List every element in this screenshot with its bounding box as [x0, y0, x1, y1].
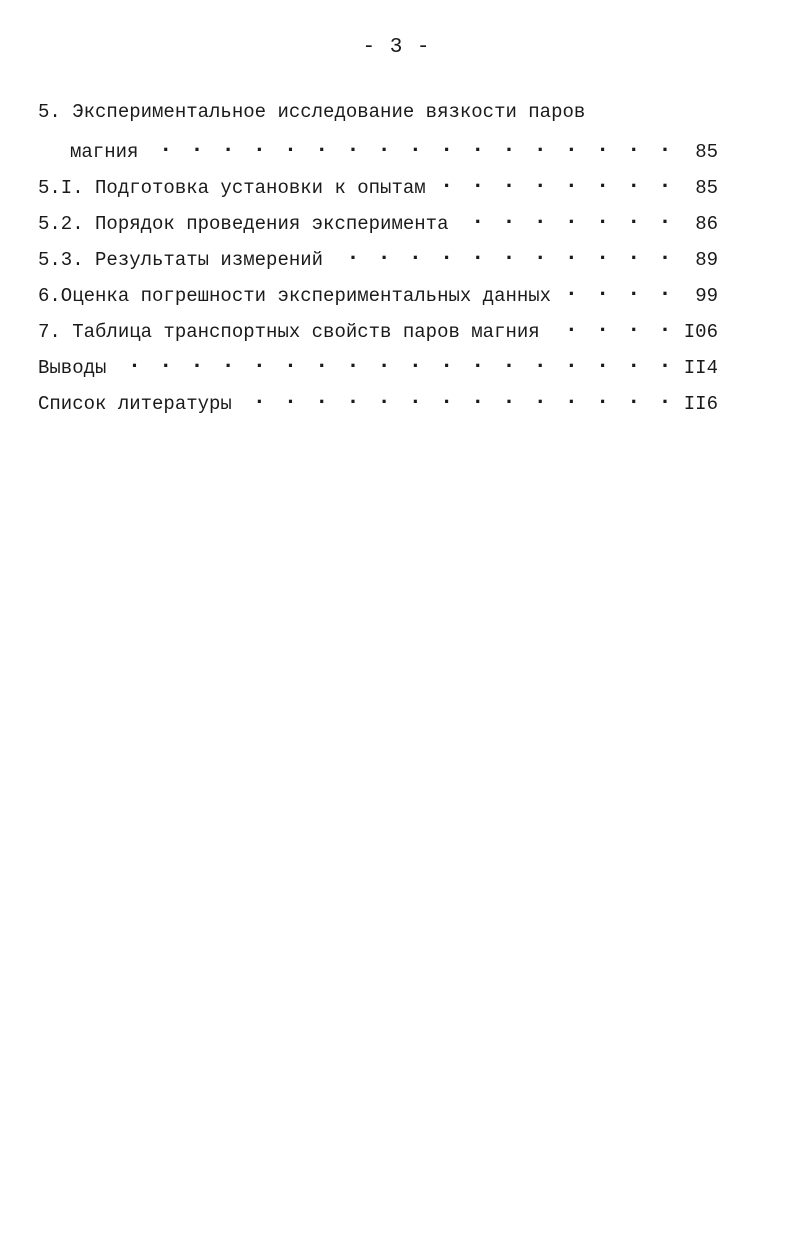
toc-page-number: 86 — [695, 213, 718, 235]
toc-entry-5-3 — [38, 245, 718, 281]
toc-entry-conclusions — [38, 353, 718, 389]
toc-page-number: 99 — [695, 285, 718, 307]
toc-entry-text: 5.I. Подготовка установки к опытам — [38, 177, 426, 199]
toc-page-number: I06 — [683, 321, 718, 343]
toc-dot-leader — [329, 248, 674, 268]
toc-dot-leader — [144, 140, 674, 160]
toc-entry-5-2 — [38, 209, 718, 245]
toc-entry-5-1 — [38, 173, 718, 209]
toc-entry-text: 5.2. Порядок проведения эксперимента — [38, 213, 449, 235]
toc-dot-leader — [238, 392, 674, 412]
toc-dot-leader — [432, 176, 674, 196]
toc-dot-leader — [112, 356, 674, 376]
toc-entry-text: 6.Оценка погрешности экспериментальных данных — [38, 285, 552, 307]
toc-page-number: 89 — [695, 249, 718, 271]
toc-dot-leader — [546, 320, 674, 340]
toc-page-number: 85 — [695, 141, 718, 163]
toc-dot-leader — [454, 212, 674, 232]
page-number: - 3 - — [362, 36, 431, 59]
toc-entry-5-continued — [38, 137, 718, 173]
table-of-contents — [38, 100, 718, 425]
toc-entry-7 — [38, 317, 718, 353]
toc-dot-leader — [557, 284, 674, 304]
toc-entry-text: 5. Экспериментальное исследование вязкости паров — [38, 101, 586, 123]
toc-page-number: II4 — [683, 357, 718, 379]
toc-entry-text: Выводы — [38, 357, 107, 379]
toc-page-number: 85 — [695, 177, 718, 199]
toc-entry-5 — [38, 100, 718, 137]
toc-entry-text: Список литературы — [38, 393, 232, 415]
toc-entry-text: 5.3. Результаты измерений — [38, 249, 324, 271]
toc-entry-references — [38, 389, 718, 425]
toc-entry-text: 7. Таблица транспортных свойств паров магния — [38, 321, 540, 343]
toc-entry-text: магния — [70, 141, 139, 163]
toc-entry-6 — [38, 281, 718, 317]
toc-page-number: II6 — [683, 393, 718, 415]
